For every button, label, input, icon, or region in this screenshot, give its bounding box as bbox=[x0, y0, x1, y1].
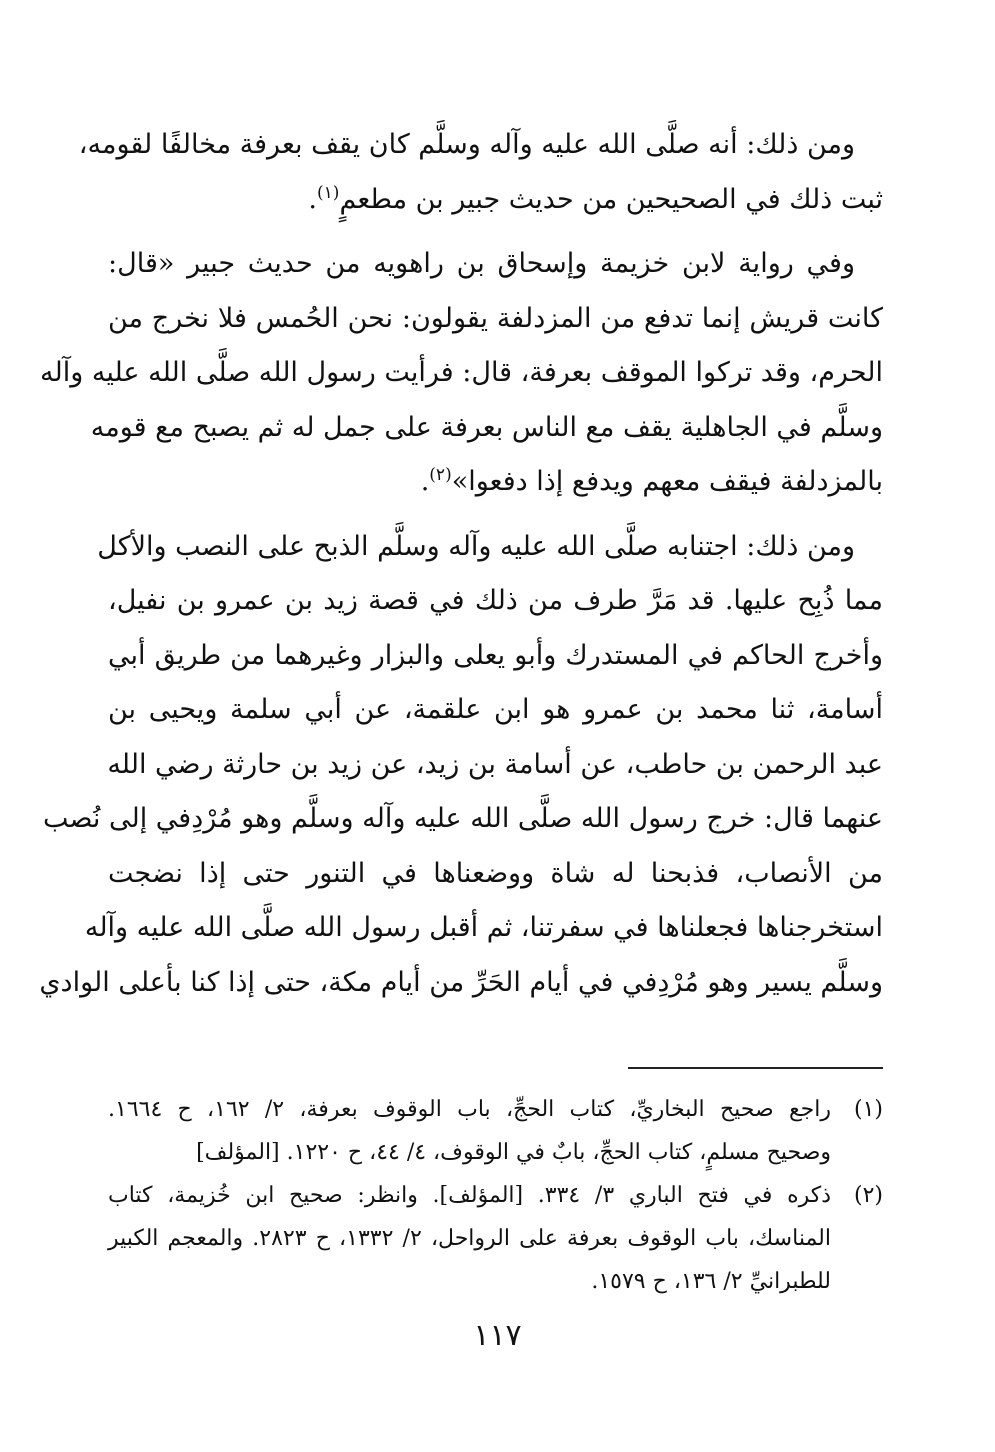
footnotes bbox=[108, 1088, 883, 1303]
text-line: أسامة، ثنا محمد بن عمرو هو ابن علقمة، عن أبي سلمة ويحيى بن bbox=[108, 694, 883, 725]
footnote-line: للطبرانيِّ ٢/ ١٣٦، ح ١٥٧٩. bbox=[591, 1269, 831, 1294]
footnote-ref[interactable]: (٢) bbox=[429, 465, 452, 485]
footnote-ref[interactable]: (١) bbox=[317, 182, 340, 203]
footnote-line: وصحيح مسلمٍ، كتاب الحجِّ، بابٌ في الوقوف، ٤/ ٤٤، ح ١٢٢٠. [المؤلف] bbox=[196, 1140, 831, 1165]
text-line: عبد الرحمن بن حاطب، عن أسامة بن زيد، عن زيد بن حارثة رضي الله bbox=[107, 748, 883, 780]
text-line: وسلَّم في الجاهلية يقف مع الناس بعرفة على جمل له ثم يصبح مع قومه bbox=[90, 411, 883, 443]
text-line: وأخرج الحاكم في المستدرك وأبو يعلى والبزار وغيرهما من طريق أبي bbox=[108, 639, 883, 671]
text-line: من الأنصاب، فذبحنا له شاة ووضعناها في التنور حتى إذا نضجت bbox=[108, 857, 883, 889]
text-line bbox=[108, 455, 883, 510]
footnote-line: ذكره في فتح الباري ٣/ ٣٣٤. [المؤلف]. وانظر: صحيح ابن خُزيمة، كتاب bbox=[108, 1183, 831, 1208]
main-text bbox=[39, 118, 883, 1020]
text-line: الحرم، وقد تركوا الموقف بعرفة، قال: فرأيت رسول الله صلَّى الله عليه وآله bbox=[40, 357, 883, 388]
text-line-end: . bbox=[308, 183, 318, 215]
text-line: وسلَّم يسير وهو مُرْدِفي في أيام الحَرِّ من أيام مكة، حتى إذا كنا بأعلى الوادي bbox=[39, 966, 883, 998]
text-line bbox=[108, 173, 883, 228]
footnote-divider bbox=[628, 1067, 883, 1069]
text-line: كانت قريش إنما تدفع من المزدلفة يقولون: نحن الحُمس فلا نخرج من bbox=[108, 302, 883, 334]
text-line: مما ذُبِح عليها. قد مَرَّ طرف من ذلك في قصة زيد بن عمرو بن نفيل، bbox=[108, 585, 883, 616]
footnote-number: (١) bbox=[853, 1097, 883, 1122]
text-line: استخرجناها فجعلناها في سفرتنا، ثم أقبل رسول الله صلَّى الله عليه وآله bbox=[84, 912, 883, 943]
paragraph-1 bbox=[78, 118, 883, 227]
paragraph-2 bbox=[40, 237, 883, 510]
paragraph-3 bbox=[39, 520, 883, 1011]
footnote-line: المناسك، باب الوقوف بعرفة على الرواحل، ٢/ ١٣٣٢، ح ٢٨٢٣. والمعجم الكبير bbox=[108, 1226, 831, 1251]
text-line: ومن ذلك: أنه صلَّى الله عليه وآله وسلَّم كان يقف بعرفة مخالفًا لقومه، bbox=[78, 129, 855, 160]
text-line-content: بالمزدلفة فيقف معهم ويدفع إذا دفعوا» bbox=[451, 466, 883, 497]
text-line: وفي رواية لابن خزيمة وإسحاق بن راهويه من حديث جبير «قال: bbox=[108, 248, 855, 279]
text-line-content: ثبت ذلك في الصحيحين من حديث جبير بن مطعمٍ bbox=[339, 183, 883, 215]
footnote-line: راجع صحيح البخاريِّ، كتاب الحجِّ، باب الوقوف بعرفة، ٢/ ١٦٢، ح ١٦٦٤. bbox=[108, 1097, 831, 1122]
footnote-2 bbox=[108, 1174, 883, 1303]
text-line: ومن ذلك: اجتنابه صلَّى الله عليه وآله وسلَّم الذبح على النصب والأكل bbox=[97, 530, 855, 562]
footnote-number: (٢) bbox=[853, 1183, 883, 1208]
text-line: عنهما قال: خرج رسول الله صلَّى الله عليه وآله وسلَّم وهو مُرْدِفي إلى نُصب bbox=[42, 803, 883, 834]
page-number: ١١٧ bbox=[473, 1318, 522, 1353]
text-line-end: . bbox=[420, 466, 430, 497]
footnote-1 bbox=[108, 1088, 883, 1174]
